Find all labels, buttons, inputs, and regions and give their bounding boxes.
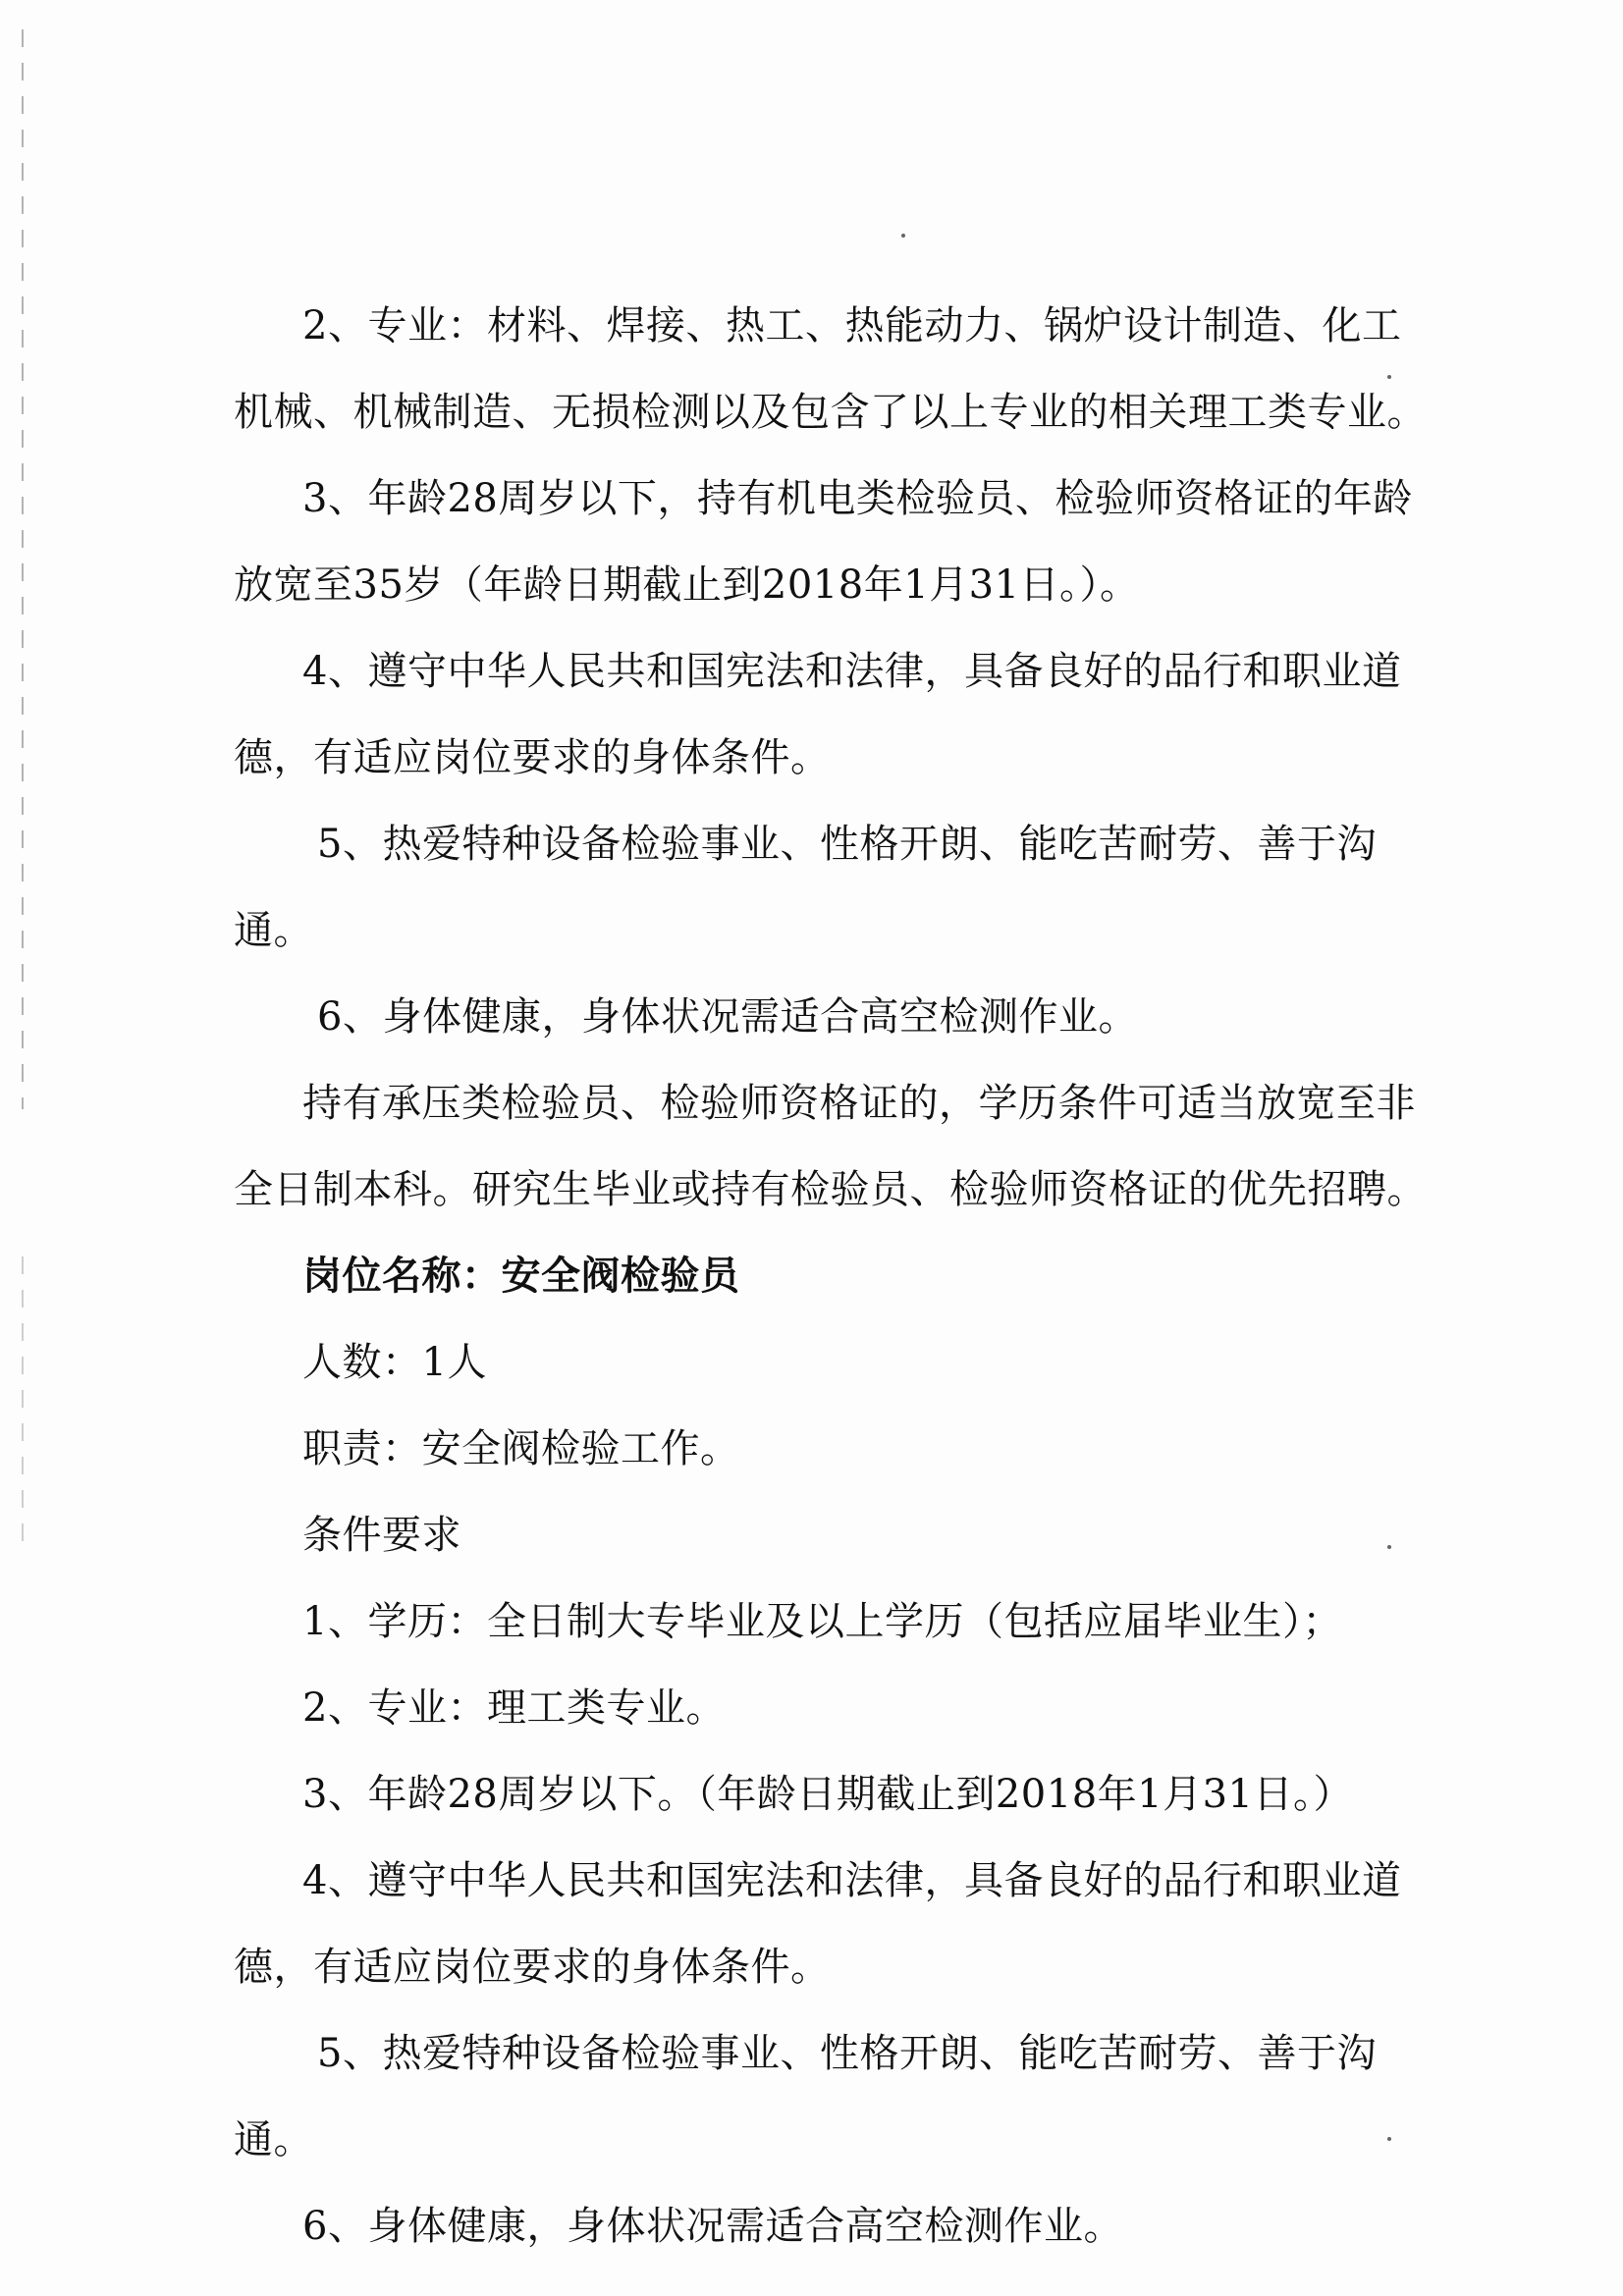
requirement-item: 1、学历：全日制大专毕业及以上学历（包括应届毕业生）； — [302, 1599, 1342, 1644]
qualification-note: 持有承压类检验员、检验师资格证的，学历条件可适当放宽至非全日制本科。研究生毕业或持有检验员、检验师资格证的优先招聘。 — [234, 1081, 1427, 1212]
scan-speck — [901, 234, 905, 238]
requirement-item: 4、遵守中华人民共和国宪法和法律，具备良好的品行和职业道德，有适应岗位要求的身体条件。 — [234, 1858, 1402, 1990]
document-body — [234, 283, 1436, 2269]
position-title: 岗位名称：安全阀检验员 — [302, 1254, 740, 1299]
requirement-item: 6、身体健康，身体状况需适合高空检测作业。 — [317, 994, 1138, 1040]
requirement-item: 5、热爱特种设备检验事业、性格开朗、能吃苦耐劳、善于沟通。 — [234, 822, 1377, 953]
requirement-item: 3、年龄28周岁以下。（年龄日期截止到2018年1月31日。） — [302, 1772, 1353, 1817]
requirement-item: 4、遵守中华人民共和国宪法和法律，具备良好的品行和职业道德，有适应岗位要求的身体条件。 — [234, 649, 1402, 780]
requirement-item: 6、身体健康，身体状况需适合高空检测作业。 — [302, 2204, 1123, 2249]
scan-edge-mark — [22, 29, 24, 1109]
requirements-title: 条件要求 — [302, 1513, 461, 1558]
requirement-item: 5、热爱特种设备检验事业、性格开朗、能吃苦耐劳、善于沟通。 — [234, 2031, 1377, 2163]
requirement-item: 3、年龄28周岁以下，持有机电类检验员、检验师资格证的年龄放宽至35岁（年龄日期截止到2018年1月31日。）。 — [234, 476, 1413, 608]
position-count: 人数：1人 — [302, 1340, 487, 1385]
position-duty: 职责：安全阀检验工作。 — [302, 1426, 740, 1471]
requirement-item: 2、专业：理工类专业。 — [302, 1685, 726, 1731]
requirement-item: 2、专业：材料、焊接、热工、热能动力、锅炉设计制造、化工机械、机械制造、无损检测以及包含了以上专业的相关理工类专业。 — [234, 303, 1427, 435]
scan-edge-mark-lower — [22, 1256, 24, 1551]
